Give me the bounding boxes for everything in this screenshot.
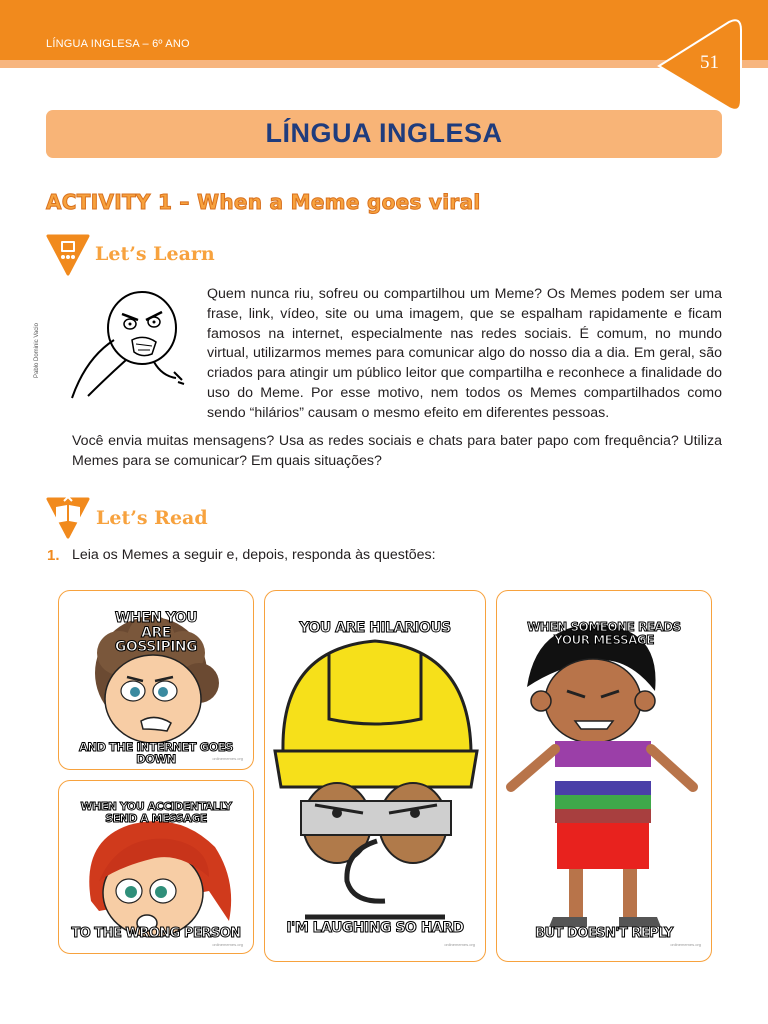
question-text: Leia os Memes a seguir e, depois, responda às questões: (72, 547, 436, 563)
gossiping-top-caption: WHEN YOU ARE GOSSIPING (114, 610, 198, 656)
watermark: onlinememes.org (212, 756, 243, 761)
image-credit: Pablo Dominic Vacio (34, 323, 40, 378)
header-stripe (0, 60, 768, 68)
learn-icon (46, 232, 90, 276)
book-icon (46, 495, 90, 539)
question-paragraph: Você envia muitas mensagens? Usa as redes sociais e chats para bater papo com frequência? Utiliza Memes para se comunicar? Em quais situações? (72, 433, 722, 469)
watermark: onlinememes.org (444, 942, 475, 947)
reads-meme-image (497, 591, 712, 962)
question-number: 1. (47, 547, 60, 564)
gossiping-bottom-caption: AND THE INTERNET GOES DOWN (78, 740, 234, 767)
title-bar (46, 110, 722, 158)
wrong-person-bottom-caption: TO THE WRONG PERSON (71, 926, 241, 941)
meme-card-hilarious (264, 590, 486, 962)
reads-top-caption: WHEN SOMEONE READS YOUR MESSAGE (527, 620, 681, 647)
watermark: onlinememes.org (670, 942, 701, 947)
wrong-person-top-caption: WHEN YOU ACCIDENTALLY SEND A MESSAGE (80, 800, 232, 825)
y-u-no-meme-image (66, 288, 192, 408)
learn-heading: Let’s Learn (95, 243, 215, 265)
meme-card-wrong-person (58, 780, 254, 954)
page-number: 51 (700, 52, 719, 73)
hilarious-bottom-caption: I'M LAUGHING SO HARD (286, 920, 464, 936)
header-bar (0, 0, 768, 60)
hilarious-top-caption: YOU ARE HILARIOUS (299, 620, 451, 636)
watermark: onlinememes.org (212, 942, 243, 947)
activity-title: ACTIVITY 1 – When a Meme goes viral (46, 190, 481, 214)
reads-bottom-caption: BUT DOESN'T REPLY (535, 926, 673, 941)
subject-label: LÍNGUA INGLESA – 6º ANO (46, 38, 190, 50)
read-heading: Let’s Read (96, 507, 208, 529)
hilarious-meme-image (265, 591, 486, 962)
page-title: LÍNGUA INGLESA (265, 118, 503, 148)
meme-card-reads (496, 590, 712, 962)
intro-paragraph: Quem nunca riu, sofreu ou compartilhou um Meme? Os Memes podem ser uma frase, link, vídeo, site ou uma imagem, que se espalham rapidamente e ficam famosos na internet, especialmente nas redes sociais. É comum, no mundo virtual, utilizarmos memes para comunicar algo do nosso dia a dia. Em geral, são criados para atingir um público leitor que compartilha e reconhece a finalidade do uso do Meme. Por esse motivo, nem todos os Memes compartilhados como sendo “hilários” causam o mesmo efeito em diferentes pessoas. (207, 286, 722, 421)
meme-card-gossiping (58, 590, 254, 770)
